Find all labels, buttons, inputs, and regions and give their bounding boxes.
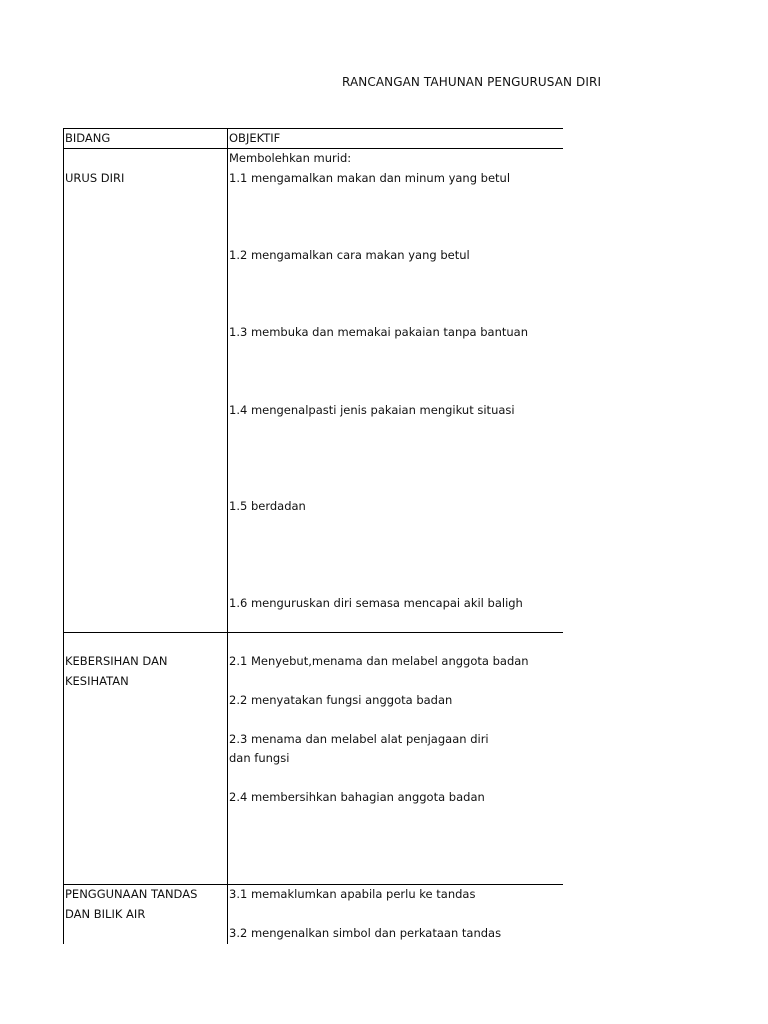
objektif-item-3-2: 3.2 mengenalkan simbol dan perkataan tandas (229, 926, 502, 940)
bidang-tandas-line2: DAN BILIK AIR (65, 907, 146, 921)
document-title: RANCANGAN TAHUNAN PENGURUSAN DIRI (342, 75, 602, 89)
objektif-item-1-6: 1.6 menguruskan diri semasa mencapai akil baligh (229, 596, 523, 610)
objektif-intro: Membolehkan murid: (229, 151, 352, 165)
objektif-item-2-2: 2.2 menyatakan fungsi anggota badan (229, 693, 453, 707)
section-divider-1 (63, 632, 563, 633)
bidang-urus-diri: URUS DIRI (65, 171, 125, 185)
table-left-border (63, 128, 64, 944)
objektif-item-1-3: 1.3 membuka dan memakai pakaian tanpa bantuan (229, 325, 528, 339)
table-top-border (63, 128, 563, 129)
bidang-tandas-line1: PENGGUNAAN TANDAS (65, 887, 198, 901)
objektif-item-1-4: 1.4 mengenalpasti jenis pakaian mengikut situasi (229, 403, 515, 417)
header-bidang: BIDANG (65, 131, 111, 145)
bidang-kebersihan-line2: KESIHATAN (65, 674, 129, 688)
objektif-item-2-1: 2.1 Menyebut,menama dan melabel anggota badan (229, 654, 529, 668)
objektif-item-1-5: 1.5 berdadan (229, 499, 306, 513)
objektif-item-2-3: 2.3 menama dan melabel alat penjagaan diri (229, 732, 489, 746)
objektif-item-3-1: 3.1 memaklumkan apabila perlu ke tandas (229, 887, 476, 901)
bidang-kebersihan-line1: KEBERSIHAN DAN (65, 654, 168, 668)
objektif-item-1-1: 1.1 mengamalkan makan dan minum yang betul (229, 171, 511, 185)
objektif-item-2-4: 2.4 membersihkan bahagian anggota badan (229, 790, 485, 804)
header-objektif: OBJEKTIF (229, 131, 281, 145)
column-divider (227, 128, 228, 944)
objektif-item-2-3-cont: dan fungsi (229, 751, 290, 765)
objektif-item-1-2: 1.2 mengamalkan cara makan yang betul (229, 248, 470, 262)
